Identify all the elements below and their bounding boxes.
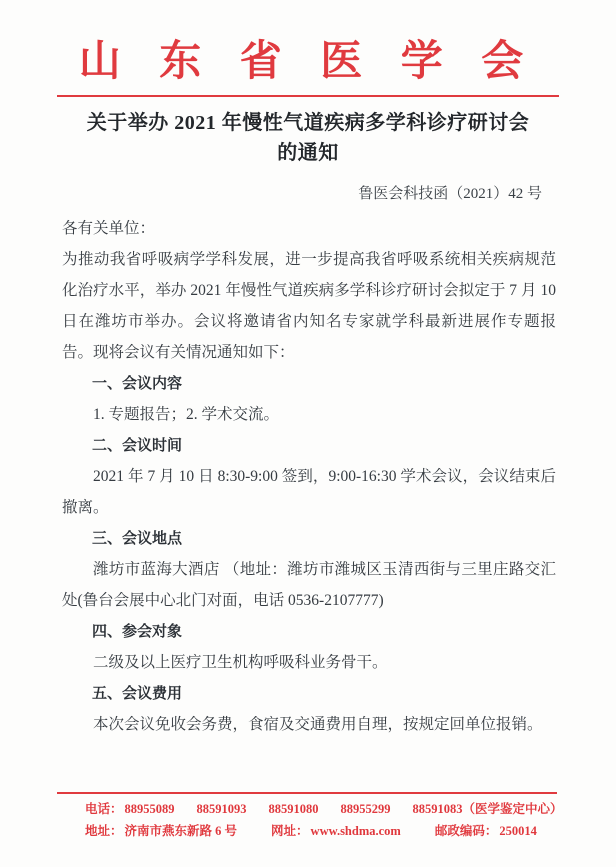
organization-name: 山 东 省 医 学 会 (78, 39, 538, 85)
letterhead-rule (57, 95, 559, 97)
phone-group (85, 798, 175, 820)
section-5-body: 本次会议免收会务费，食宿及交通费用自理，按规定回单位报销。 (93, 716, 543, 733)
section-5-heading: 五、会议费用 (92, 685, 183, 702)
section-2-body: 2021 年 7 月 10 日 8:30-9:00 签到，9:00-16:30 学术会议，会议结束后撤离。 (62, 468, 556, 516)
phone-number: 88591093 (196, 802, 247, 816)
section-1-body: 1. 专题报告；2. 学术交流。 (93, 406, 280, 423)
footer-phones-row (57, 798, 563, 820)
phone-number: 88955089 (124, 802, 175, 816)
intro-paragraph: 为推动我省呼吸病学学科发展，进一步提高我省呼吸系统相关疾病规范化治疗水平，举办 2021 年慢性气道疾病多学科诊疗研讨会拟定于 7 月 10 日在潍坊市举办。会议将邀请省内知名专家就学科最新进展作专题报告。现将会议有关情况通知如下： (62, 251, 556, 361)
document-title-line1: 关于举办 2021 年慢性气道疾病多学科诊疗研讨会 (86, 112, 530, 134)
document-title-line2: 的通知 (277, 142, 339, 164)
address-value: 济南市燕东新路 6 号 (124, 824, 238, 838)
address-label: 地址： (85, 824, 123, 838)
address-group (85, 820, 237, 842)
phone-number: 88591083（医学鉴定中心） (412, 802, 563, 816)
footer-rule (57, 792, 557, 794)
postal-group (435, 820, 537, 842)
website-value: www.shdma.com (310, 824, 401, 838)
section-4-heading: 四、参会对象 (92, 623, 183, 640)
document-title (0, 108, 616, 168)
postal-value: 250014 (499, 824, 537, 838)
section-2-heading: 二、会议时间 (92, 437, 183, 454)
salutation: 各有关单位： (62, 220, 156, 237)
section-4-body: 二级及以上医疗卫生机构呼吸科业务骨干。 (93, 654, 388, 671)
document-body (62, 213, 556, 740)
website-label: 网址： (271, 824, 309, 838)
phone-number: 88591080 (268, 802, 319, 816)
document-reference-number: 鲁医会科技函（2021）42 号 (358, 186, 542, 202)
phone-label: 电话： (85, 802, 123, 816)
section-3-body: 潍坊市蓝海大酒店 （地址：潍坊市潍城区玉清西街与三里庄路交汇处(鲁台会展中心北门对面，电话 0536-2107777) (62, 561, 556, 609)
website-group (271, 820, 401, 842)
letterhead (0, 0, 616, 97)
footer-address-row (57, 820, 557, 842)
section-3-heading: 三、会议地点 (92, 530, 183, 547)
section-1-heading: 一、会议内容 (92, 375, 183, 392)
postal-label: 邮政编码： (434, 824, 498, 838)
footer (57, 792, 563, 842)
phone-number: 88955299 (340, 802, 391, 816)
